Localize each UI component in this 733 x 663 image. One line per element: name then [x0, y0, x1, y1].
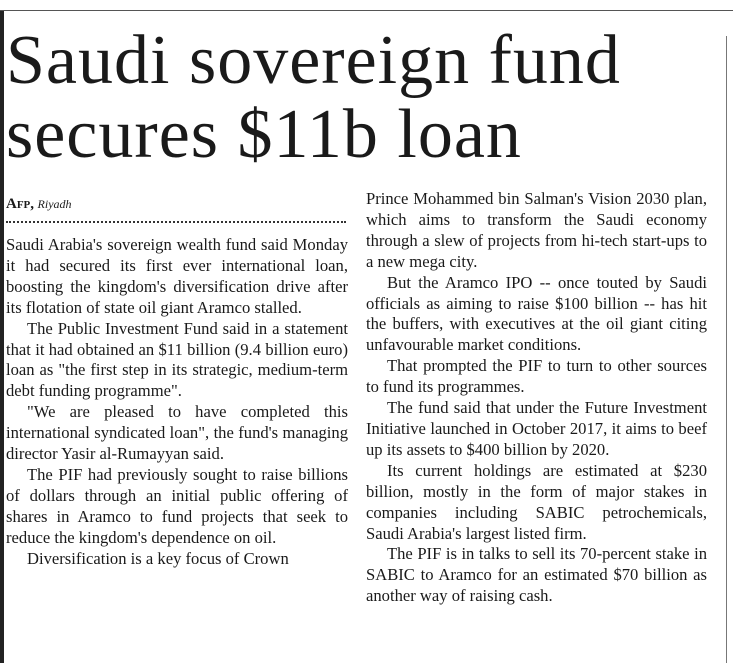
byline-place: Riyadh: [37, 197, 72, 211]
paragraph: "We are pleased to have completed this international syndicated loan", the fund's managing director Yasir al-Rumayyan said.: [6, 402, 348, 464]
dotted-separator: [6, 221, 346, 223]
article-column-right: [366, 189, 707, 607]
left-margin-bar: [0, 11, 4, 663]
article-column-left: [6, 235, 348, 570]
byline-agency: Afp,: [6, 196, 35, 212]
paragraph: Diversification is a key focus of Crown: [27, 548, 289, 568]
headline: Saudi sovereign fund secures $11b loan: [6, 22, 621, 173]
paragraph: But the Aramco IPO -- once touted by Saudi officials as aiming to raise $100 billion -- has hit the buffers, with executives at the oil giant citing unfavourable market conditions.: [366, 272, 707, 355]
paragraph: Saudi Arabia's sovereign wealth fund said Monday it had secured its first ever international loan, boosting the kingdom's diversification drive after its flotation of state oil giant Aramco stalled.: [6, 235, 348, 317]
right-column-rule: [726, 36, 727, 663]
byline: [6, 195, 72, 214]
paragraph: That prompted the PIF to turn to other sources to fund its programmes.: [366, 356, 707, 397]
paragraph: Its current holdings are estimated at $230 billion, mostly in the form of major stakes in companies including SABIC petrochemicals, Saudi Arabia's largest listed firm.: [366, 460, 707, 543]
paragraph: The PIF is in talks to sell its 70-percent stake in SABIC to Aramco for an estimated $70 billion as another way of raising cash.: [366, 544, 707, 606]
paragraph: The fund said that under the Future Investment Initiative launched in October 2017, it aims to beef up its assets to $400 billion by 2020.: [366, 398, 707, 459]
paragraph: The Public Investment Fund said in a statement that it had obtained an $11 billion (9.4 billion euro) loan as "the first step in its strategic, medium-term debt funding programme".: [6, 318, 348, 401]
top-rule: [0, 10, 733, 11]
paragraph: The PIF had previously sought to raise billions of dollars through an initial public offering of shares in Aramco to fund projects that seek to reduce the kingdom's dependence on oil.: [6, 464, 348, 547]
paragraph: Prince Mohammed bin Salman's Vision 2030 plan, which aims to transform the Saudi economy through a slew of projects from hi-tech start-ups to a new mega city.: [366, 189, 707, 271]
